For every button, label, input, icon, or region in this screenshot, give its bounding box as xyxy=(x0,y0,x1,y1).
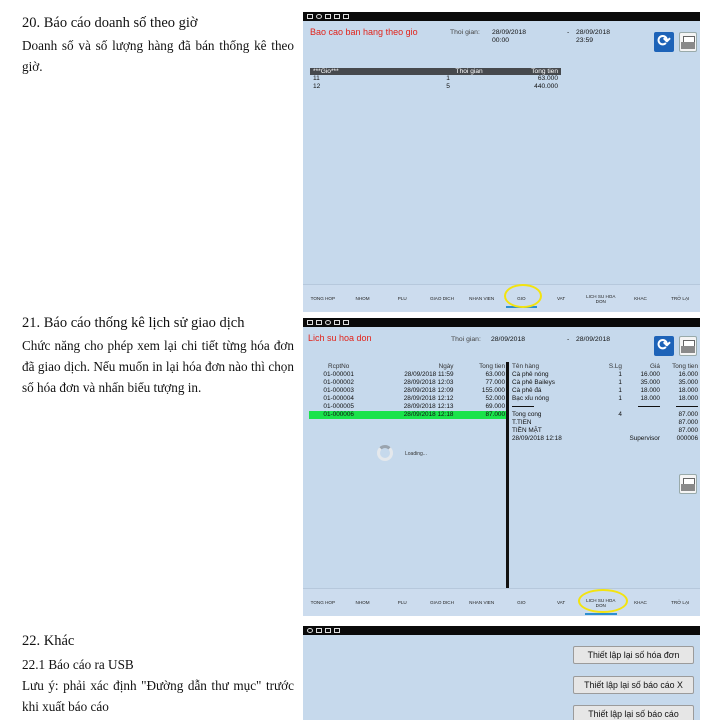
nav-vat[interactable]: VAT xyxy=(556,600,566,605)
nav-label: LICH SU HOA DON xyxy=(586,597,616,608)
section-22-note: Lưu ý: phải xác định "Đường dẫn thư mục" trước khi xuất báo cáo xyxy=(22,678,294,714)
detail-row xyxy=(510,371,700,379)
table-row-selected[interactable] xyxy=(309,411,507,419)
total-label: Tong cong xyxy=(512,411,542,418)
nav-nhan-vien[interactable]: NHAN VIEN xyxy=(469,600,495,605)
table-cell xyxy=(624,411,662,419)
nav-gio[interactable]: GIO xyxy=(517,600,526,605)
table-row[interactable] xyxy=(310,83,561,91)
dash-line xyxy=(638,406,660,407)
dash-line xyxy=(512,406,534,407)
nav-plu[interactable]: PLU xyxy=(397,296,407,301)
screen-other xyxy=(303,626,700,720)
table-cell: 155.000 xyxy=(481,387,505,394)
refresh-icon[interactable]: ⟳ xyxy=(654,32,674,52)
table-cell: 440.000 xyxy=(534,83,558,90)
status-icon xyxy=(325,320,331,325)
col-header: RcptNo xyxy=(328,363,350,370)
table-cell: 63.000 xyxy=(537,75,558,82)
nav-nhom[interactable]: NHOM xyxy=(355,600,370,605)
status-icon xyxy=(343,320,349,325)
cash-row xyxy=(510,427,700,435)
printer-icon[interactable] xyxy=(679,336,697,356)
col-header: Tong tien xyxy=(486,68,561,75)
table-cell: 35.000 xyxy=(640,379,660,386)
bottom-nav xyxy=(303,284,700,312)
bottom-nav xyxy=(303,588,700,616)
report-title: Lich su hoa don xyxy=(308,333,372,343)
section-21-heading: 21. Báo cáo thống kê lịch sử giao dịch xyxy=(22,315,245,331)
status-icon xyxy=(325,14,331,19)
status-icon xyxy=(325,628,331,633)
section-20-body: Doanh số và số lượng hàng đã bán thống kê theo giờ. xyxy=(22,38,294,74)
table-cell: 1 xyxy=(446,75,450,82)
reset-x-report-number-button[interactable]: Thiết lập lại số báo cáo X xyxy=(573,676,694,694)
nav-khac[interactable]: KHAC xyxy=(634,600,647,605)
total-qty: 4 xyxy=(618,411,622,418)
table-cell: 18.000 xyxy=(640,395,660,402)
detail-row xyxy=(510,379,700,387)
nav-vat[interactable]: VAT xyxy=(556,296,566,301)
status-icon xyxy=(334,628,340,633)
table-header-row xyxy=(510,362,700,371)
time-label: Thoi gian: xyxy=(450,29,480,36)
detail-row xyxy=(510,395,700,403)
table-cell: 28/09/2018 12:09 xyxy=(403,387,454,394)
status-icon xyxy=(307,320,313,325)
report-title: Bao cao ban hang theo gio xyxy=(310,27,418,37)
table-cell: 1 xyxy=(618,395,622,402)
to-date[interactable]: 28/09/2018 xyxy=(576,29,611,36)
separator-row xyxy=(510,403,700,411)
status-icon xyxy=(316,320,322,325)
table-cell: 11 xyxy=(313,75,320,82)
cash-value: 87.000 xyxy=(678,427,698,434)
col-header: Tong tien xyxy=(479,363,505,370)
col-header: Thoi gian xyxy=(410,68,485,75)
table-cell: 63.000 xyxy=(485,371,505,378)
status-icon xyxy=(307,14,313,19)
highlight-circle xyxy=(578,589,628,613)
table-cell: 1 xyxy=(618,387,622,394)
table-cell xyxy=(624,403,662,411)
from-time[interactable]: 00:00 xyxy=(492,37,510,44)
table-cell xyxy=(510,403,597,411)
table-cell: 52.000 xyxy=(485,395,505,402)
nav-nhom[interactable]: NHOM xyxy=(355,296,370,301)
receipt-detail-table xyxy=(510,362,700,443)
table-cell: 28/09/2018 12:18 xyxy=(368,411,455,419)
reset-report-number-button[interactable]: Thiết lập lại số báo cáo xyxy=(573,705,694,720)
section-20 xyxy=(22,14,294,77)
section-22-sub: 22.1 Báo cáo ra USB xyxy=(22,657,134,672)
detail-row xyxy=(510,387,700,395)
highlight-circle xyxy=(504,284,542,308)
reprint-icon[interactable] xyxy=(679,474,697,494)
table-header-row xyxy=(310,68,561,75)
status-icon xyxy=(334,14,340,19)
nav-nhan-vien[interactable]: NHAN VIEN xyxy=(469,296,495,301)
table-cell: Cà phê nóng xyxy=(512,371,549,378)
status-icon xyxy=(307,628,313,633)
status-icon xyxy=(316,628,322,633)
status-bar xyxy=(303,626,700,635)
dash-line xyxy=(676,406,698,407)
table-cell: 69.000 xyxy=(485,403,505,410)
table-header-row xyxy=(309,362,507,371)
table-cell: 16.000 xyxy=(640,371,660,378)
table-row[interactable] xyxy=(309,387,507,395)
section-20-heading: 20. Báo cáo doanh số theo giờ xyxy=(22,15,198,31)
col-header: Tên hàng xyxy=(512,363,540,370)
col-header: Tong tien xyxy=(672,363,698,370)
table-row[interactable] xyxy=(310,75,561,83)
meta-row xyxy=(510,435,700,443)
nav-label: GIO xyxy=(517,296,526,301)
status-icon xyxy=(343,14,349,19)
status-icon xyxy=(334,320,340,325)
section-21-body: Chức năng cho phép xem lại chi tiết từng hóa đơn đã giao dịch. Nếu muốn in lại hóa đơn nào thì chọn số hóa đơn và nhấn biểu tượng in. xyxy=(22,338,294,395)
status-icon xyxy=(316,14,322,19)
to-date[interactable]: 28/09/2018 xyxy=(576,336,611,343)
loading-spinner-icon xyxy=(377,445,393,461)
hourly-table xyxy=(310,68,561,91)
table-cell: Cà phê đá xyxy=(512,387,542,394)
nav-lich-su-hoa-don[interactable]: LICH SU HOA DON xyxy=(586,293,616,304)
staff-name: Supervisor xyxy=(629,435,660,442)
table-cell xyxy=(662,403,700,411)
table-cell: 01-000004 xyxy=(323,395,354,402)
col-header: Ngày xyxy=(438,363,454,370)
table-row[interactable] xyxy=(309,395,507,403)
nav-giao-dich[interactable]: GIAO DICH xyxy=(429,296,454,301)
table-cell: 18.000 xyxy=(640,387,660,394)
table-cell: 28/09/2018 12:12 xyxy=(403,395,454,402)
nav-tong-hop[interactable]: TONG HOP xyxy=(310,600,336,605)
table-cell: 87.000 xyxy=(456,411,508,419)
table-cell: 01-000001 xyxy=(323,371,354,378)
pane-divider[interactable] xyxy=(506,362,509,616)
date-separator: - xyxy=(567,336,570,343)
table-cell: 01-000005 xyxy=(323,403,354,410)
screen-hourly-report xyxy=(303,12,700,312)
total-value: 87.000 xyxy=(678,411,698,418)
table-cell: 1 xyxy=(618,379,622,386)
reset-invoice-number-button[interactable]: Thiết lập lại số hóa đơn xyxy=(573,646,694,664)
table-cell: 5 xyxy=(446,83,450,90)
refresh-icon[interactable]: ⟳ xyxy=(654,336,674,356)
cash-label: TIỀN MẶT xyxy=(512,427,542,434)
time-label: Thoi gian: xyxy=(451,336,481,343)
table-row[interactable] xyxy=(309,379,507,387)
ttien-label: T.TIEN xyxy=(512,419,532,426)
nav-plu[interactable]: PLU xyxy=(397,600,407,605)
table-cell: Cà phê Baileys xyxy=(512,379,555,386)
table-cell xyxy=(624,427,662,435)
col-header: S.Lg xyxy=(608,363,622,370)
total-row xyxy=(510,411,700,419)
nav-khac[interactable]: KHAC xyxy=(634,296,647,301)
section-22 xyxy=(22,632,294,717)
table-cell: Bạc xỉu nóng xyxy=(512,395,549,402)
from-date[interactable]: 28/09/2018 xyxy=(492,29,527,36)
table-row[interactable] xyxy=(309,403,507,411)
col-header: ***Gio*** xyxy=(310,68,410,75)
status-bar xyxy=(303,318,700,327)
ttien-row xyxy=(510,419,700,427)
receipt-number: 000006 xyxy=(676,435,698,442)
table-cell: 16.000 xyxy=(678,371,698,378)
from-date[interactable]: 28/09/2018 xyxy=(491,336,526,343)
nav-tro-lai[interactable]: TRỞ LẠI xyxy=(671,296,690,301)
table-cell: 77.000 xyxy=(485,379,505,386)
printer-icon[interactable] xyxy=(679,32,697,52)
table-cell: 18.000 xyxy=(678,387,698,394)
table-cell: 1 xyxy=(618,371,622,378)
table-cell: 18.000 xyxy=(678,395,698,402)
receipt-table xyxy=(309,362,507,419)
table-cell: 28/09/2018 12:13 xyxy=(403,403,454,410)
table-cell: 12 xyxy=(313,83,321,90)
table-cell: 01-000006 xyxy=(309,411,368,419)
section-22-heading: 22. Khác xyxy=(22,633,75,649)
nav-giao-dich[interactable]: GIAO DICH xyxy=(429,600,454,605)
receipt-datetime: 28/09/2018 12:18 xyxy=(512,435,562,442)
table-cell: 01-000002 xyxy=(323,379,354,386)
table-cell: 28/09/2018 11:59 xyxy=(404,371,454,378)
section-21 xyxy=(22,314,294,398)
loading-text: Loading... xyxy=(405,451,427,457)
table-cell xyxy=(597,419,624,427)
ttien-value: 87.000 xyxy=(678,419,698,426)
table-cell xyxy=(597,427,624,435)
table-cell xyxy=(597,403,624,411)
date-separator: - xyxy=(567,29,570,36)
table-cell: 35.000 xyxy=(678,379,698,386)
screen-invoice-history xyxy=(303,318,700,616)
nav-tong-hop[interactable]: TONG HOP xyxy=(310,296,336,301)
table-row[interactable] xyxy=(309,371,507,379)
table-cell: 01-000003 xyxy=(323,387,354,394)
table-cell xyxy=(624,419,662,427)
status-bar xyxy=(303,12,700,21)
nav-tro-lai[interactable]: TRỞ LẠI xyxy=(671,600,690,605)
table-cell: 28/09/2018 12:03 xyxy=(403,379,454,386)
col-header: Giá xyxy=(650,363,660,370)
to-time[interactable]: 23:59 xyxy=(576,37,594,44)
